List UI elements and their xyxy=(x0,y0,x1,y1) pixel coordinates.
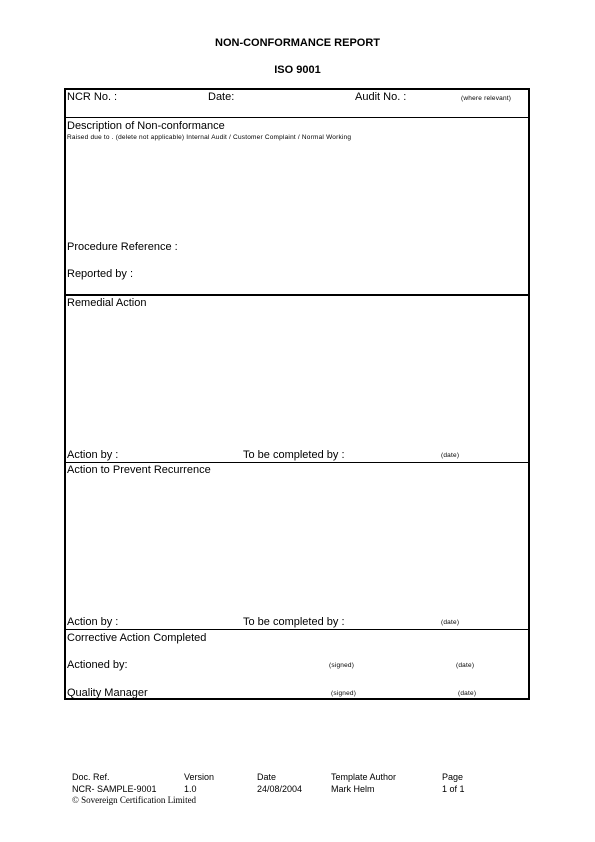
quality-manager-label: Quality Manager xyxy=(67,687,148,699)
footer-author-value: Mark Helm xyxy=(331,784,375,794)
procedure-reference-label: Procedure Reference : xyxy=(67,241,178,253)
prevent-date-hint: (date) xyxy=(441,619,460,626)
remedial-completed-by-label: To be completed by : xyxy=(243,449,345,461)
divider-top-row xyxy=(64,117,530,118)
actioned-by-label: Actioned by: xyxy=(67,659,128,671)
divider-remedial xyxy=(64,462,530,463)
remedial-date-hint: (date) xyxy=(441,452,460,459)
report-form xyxy=(64,88,530,700)
prevent-recurrence-heading: Action to Prevent Recurrence xyxy=(67,464,211,476)
footer-copyright: © Sovereign Certification Limited xyxy=(72,795,197,805)
where-relevant-note: (where relevant) xyxy=(461,95,512,102)
prevent-completed-by-label: To be completed by : xyxy=(243,616,345,628)
footer-author-label: Template Author xyxy=(331,772,397,782)
prevent-action-by-label: Action by : xyxy=(67,616,119,628)
description-heading: Description of Non-conformance xyxy=(67,120,225,132)
page-title: NON-CONFORMANCE REPORT xyxy=(215,37,380,49)
audit-number-label: Audit No. : xyxy=(355,91,407,103)
remedial-action-heading: Remedial Action xyxy=(67,297,147,309)
quality-manager-signed-hint: (signed) xyxy=(331,690,357,697)
footer-date-value: 24/08/2004 xyxy=(257,784,303,794)
footer-doc-ref-value: NCR- SAMPLE-9001 xyxy=(72,784,157,794)
ncr-number-label: NCR No. : xyxy=(67,91,118,103)
corrective-action-heading: Corrective Action Completed xyxy=(67,632,207,644)
reported-by-label: Reported by : xyxy=(67,268,134,280)
footer-page-value: 1 of 1 xyxy=(442,784,465,794)
actioned-signed-hint: (signed) xyxy=(329,662,355,669)
footer-doc-ref-label: Doc. Ref. xyxy=(72,772,110,782)
footer-version-value: 1.0 xyxy=(184,784,197,794)
footer-date-label: Date xyxy=(257,772,277,782)
divider-prevent xyxy=(64,629,530,630)
footer-version-label: Version xyxy=(184,772,215,782)
raised-due-to-note: Raised due to . (delete not applicable) Internal Audit / Customer Complaint / Normal Working xyxy=(67,134,352,141)
remedial-action-by-label: Action by : xyxy=(67,449,119,461)
date-label: Date: xyxy=(208,91,235,103)
actioned-date-hint: (date) xyxy=(456,662,475,669)
quality-manager-date-hint: (date) xyxy=(458,690,477,697)
footer-page-label: Page xyxy=(442,772,464,782)
page-subtitle: ISO 9001 xyxy=(274,64,321,76)
divider-description xyxy=(64,294,530,296)
